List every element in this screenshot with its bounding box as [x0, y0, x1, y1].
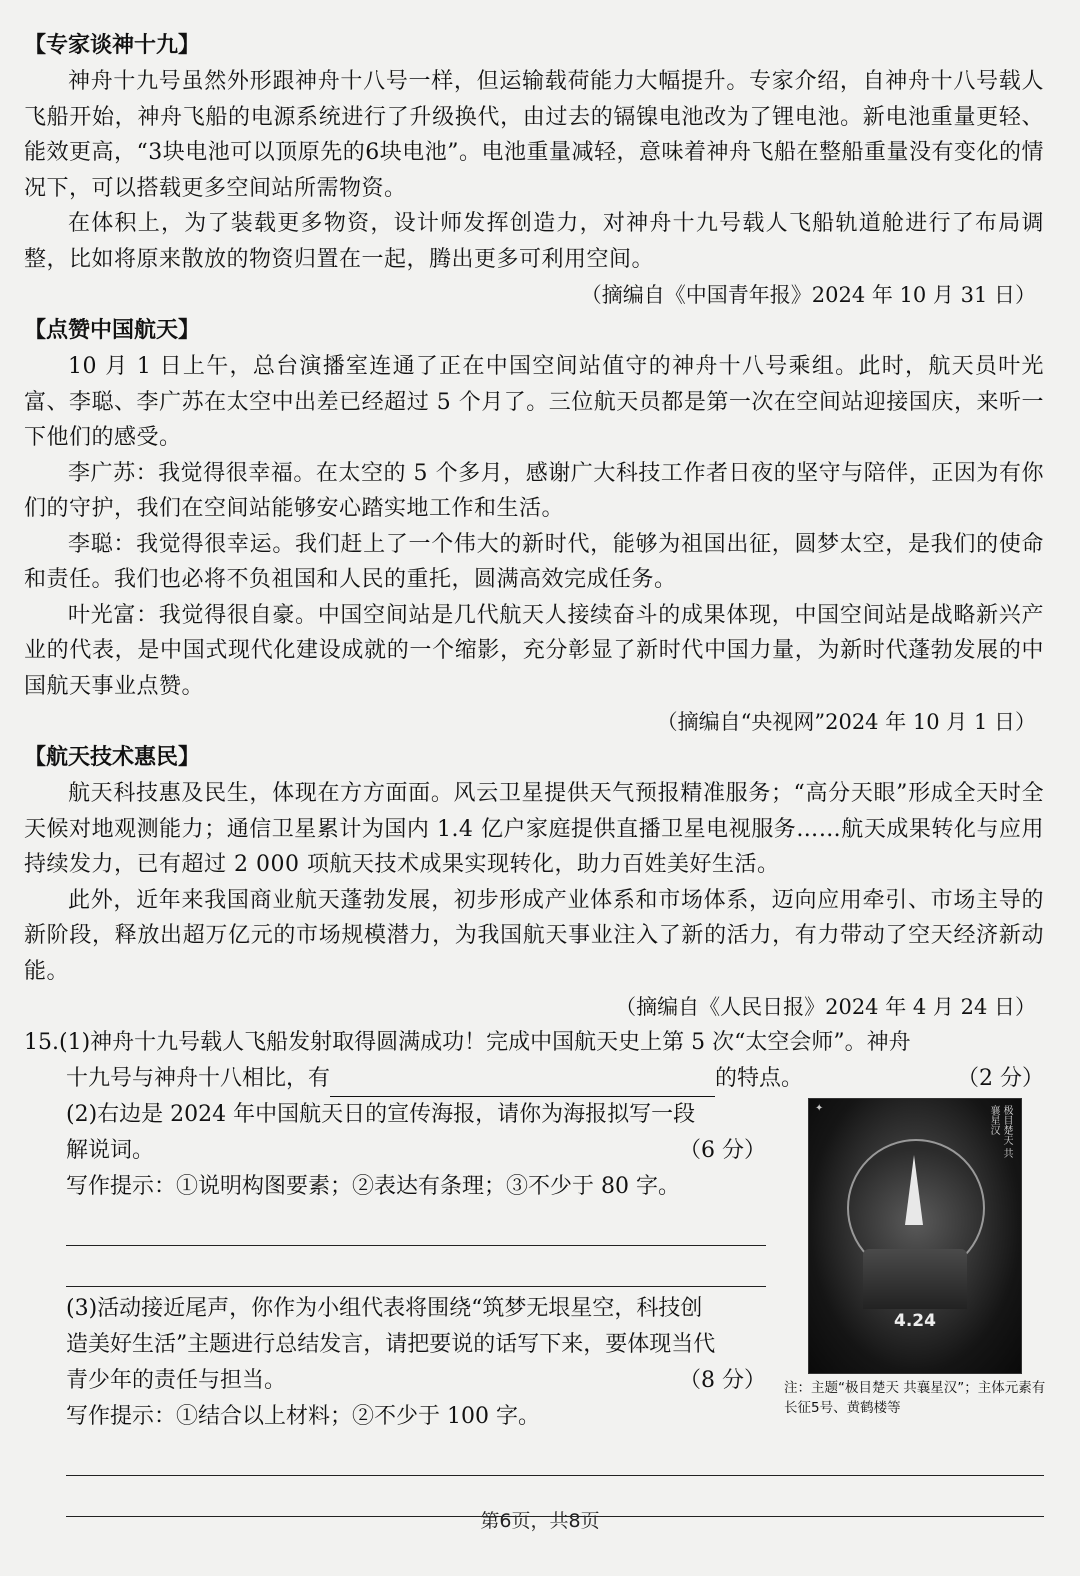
q1-text: (1)神舟十九号载人飞船发射取得圆满成功！完成中国航天史上第 5 次“太空会师”。神舟: [59, 1030, 911, 1055]
question-line: [24, 1025, 1044, 1061]
q3-score: （8 分）: [679, 1368, 766, 1393]
paragraph: 神舟十九号虽然外形跟神舟十八号一样，但运输载荷能力大幅提升。专家介绍，自神舟十八号载人飞船开始，神舟飞船的电源系统进行了升级换代，由过去的镉镍电池改为了锂电池。新电池重量更轻、能效更高，“3块电池可以顶原先的6块电池”。电池重量减轻，意味着神舟飞船在整船重量没有变化的情况下，可以搭载更多空间站所需物资。: [24, 69, 1044, 201]
space-day-poster: [808, 1098, 1022, 1374]
section-praise: [24, 313, 1044, 740]
q2-answer-line[interactable]: [66, 1246, 766, 1287]
q2-answer-line[interactable]: [66, 1205, 766, 1246]
q1-text: 十九号与神舟十八相比，有: [66, 1066, 331, 1091]
paragraph: 李广苏：我觉得很幸福。在太空的 5 个多月，感谢广大科技工作者日夜的坚守与陪伴，正因为有你们的守护，我们在空间站能够安心踏实地工作和生活。: [24, 460, 1044, 521]
paragraph: 叶光富：我觉得很自豪。中国空间站是几代航天人接续奋斗的成果体现，中国空间站是战略新兴产业的代表，是中国式现代化建设成就的一个缩影，充分彰显了新时代中国力量，为新时代蓬勃发展的中国航天事业点赞。: [24, 602, 1044, 699]
poster-theme: 极目楚天 共襄星汉: [988, 1105, 1012, 1159]
paragraph: 在体积上，为了装载更多物资，设计师发挥创造力，对神舟十九号载人飞船轨道舱进行了布局调整，比如将原来散放的物资归置在一起，腾出更多可利用空间。: [24, 211, 1044, 272]
q2-writing-tip: 写作提示：①说明构图要素；②表达有条理；③不少于 80 字。: [66, 1174, 680, 1199]
q2-score: （6 分）: [679, 1138, 766, 1163]
q1-score: （2 分）: [957, 1066, 1044, 1091]
q1-answer-blank[interactable]: [330, 1070, 715, 1097]
q2-line2: [66, 1133, 766, 1169]
section-tech: [24, 740, 1044, 1025]
poster-logo-icon: ✦: [815, 1103, 824, 1114]
paragraph: 李聪：我觉得很幸运。我们赶上了一个伟大的新时代，能够为祖国出征，圆梦太空，是我们的使命和责任。我们也必将不负祖国和人民的重托，圆满高效完成任务。: [24, 531, 1044, 592]
paragraph: 此外，近年来我国商业航天蓬勃发展，初步形成产业体系和市场体系，迈向应用牵引、市场主导的新阶段，释放出超万亿元的市场规模潜力，为我国航天事业注入了新的活力，有力带动了空天经济新动能。: [24, 887, 1044, 984]
q1-text: 的特点。: [715, 1066, 804, 1091]
q2-text: 解说词。: [66, 1138, 155, 1163]
question-number: 15.: [24, 1030, 59, 1055]
q3-answer-lines: [66, 1435, 1044, 1517]
q3-text: 青少年的责任与担当。: [66, 1368, 287, 1393]
q2-area: [66, 1097, 766, 1435]
q3-line3: [66, 1363, 766, 1399]
q3-text: (3)活动接近尾声，你作为小组代表将围绕“筑梦无垠星空，科技创: [66, 1296, 703, 1321]
page-footer: 第6页，共8页: [480, 1510, 600, 1532]
poster-date: 4.24: [894, 1311, 936, 1331]
poster-tower-base: [863, 1249, 967, 1309]
q3-text: 造美好生活”主题进行总结发言，请把要说的话写下来，要体现当代: [66, 1332, 716, 1357]
q1-line2: [24, 1061, 1044, 1097]
paragraph: 航天科技惠及民生，体现在方方面面。风云卫星提供天气预报精准服务；“高分天眼”形成全天时全天候对地观测能力；通信卫星累计为国内 1.4 亿户家庭提供直播卫星电视服务……航天成果转化与应用持续发力，已有超过 2 000 项航天技术成果实现转化，助力百姓美好生活。: [24, 781, 1044, 877]
poster-note: 注：主题“极目楚天 共襄星汉”；主体元素有长征5号、黄鹤楼等: [784, 1380, 1046, 1416]
source-citation: （摘编自《中国青年报》2024 年 10 月 31 日）: [580, 283, 1036, 307]
source-citation: （摘编自“央视网”2024 年 10 月 1 日）: [656, 710, 1036, 734]
section-expert: [24, 28, 1044, 313]
q2-text: (2)右边是 2024 年中国航天日的宣传海报，请你为海报拟写一段: [66, 1102, 696, 1127]
q3-writing-tip: 写作提示：①结合以上材料；②不少于 100 字。: [66, 1404, 540, 1429]
paragraph: 10 月 1 日上午，总台演播室连通了正在中国空间站值守的神舟十八号乘组。此时，航天员叶光富、李聪、李广苏在太空中出差已经超过 5 个月了。三位航天员都是第一次在空间站迎接国庆，来听一下他们的感受。: [24, 354, 1044, 450]
section-heading: 【航天技术惠民】: [24, 745, 201, 770]
section-heading: 【专家谈神十九】: [24, 33, 201, 58]
section-heading: 【点赞中国航天】: [24, 318, 201, 343]
rocket-tower-icon: [905, 1155, 923, 1225]
q3-answer-line[interactable]: [66, 1435, 1044, 1476]
source-citation: （摘编自《人民日报》2024 年 4 月 24 日）: [615, 995, 1036, 1019]
